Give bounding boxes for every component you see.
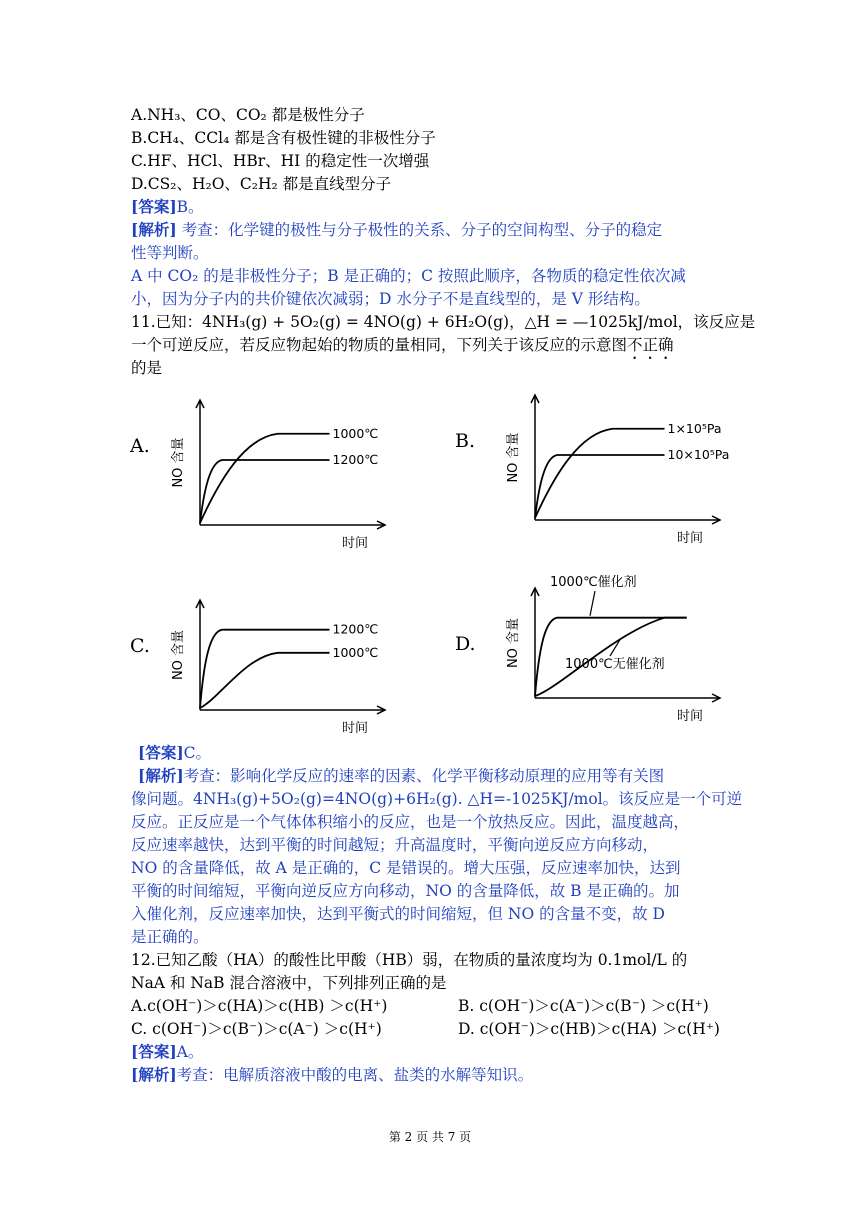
answer-tag: [答案] — [138, 743, 184, 762]
x-axis-label: 时间 — [341, 536, 369, 551]
series-label: 1000℃无催化剂 — [565, 657, 665, 672]
analysis-11-line-4: 反应速率越快，达到平衡的时间越短；升高温度时，平衡向逆反应方向移动， — [131, 836, 659, 854]
series-line — [535, 455, 665, 518]
question-11-line-2 — [131, 334, 674, 363]
option-12-a: A.c(OH⁻)＞c(HA)＞c(HB) ＞c(H⁺) — [131, 997, 388, 1015]
emphasized-not-correct: 不正确 — [627, 336, 674, 354]
option-10-b: B.CH₄、CCl₄ 都是含有极性键的非极性分子 — [131, 129, 436, 147]
pointer-line — [590, 591, 595, 616]
answer-value: C。 — [183, 744, 212, 762]
analysis-text: 考查：影响化学反应的速率的因素、化学平衡移动原理的应用等有关图 — [183, 767, 665, 785]
y-axis-label: NO 含量 — [171, 629, 186, 681]
series-label: 1×10⁵Pa — [667, 420, 722, 436]
series-label: 10×10⁵Pa — [667, 447, 730, 462]
question-11-line-1: 11.已知：4NH₃(g) + 5O₂(g) = 4NO(g) + 6H₂O(g)，△H = —1025kJ/mol，该反应是 — [131, 313, 756, 331]
analysis-10-line-2: 性等判断。 — [131, 244, 209, 262]
answer-tag: [答案] — [131, 197, 177, 216]
analysis-11-line-7: 入催化剂，反应速率加快，达到平衡式的时间缩短，但 NO 的含量不变，故 D — [131, 905, 665, 923]
analysis-10-line-3: A 中 CO₂ 的是非极性分子；B 是正确的；C 按照此顺序，各物质的稳定性依次减 — [131, 267, 686, 285]
analysis-11-line-5: NO 的含量降低，故 A 是正确的，C 是错误的。增大压强，反应速率加快，达到 — [131, 859, 681, 877]
option-10-c: C.HF、HCl、HBr、HI 的稳定性一次增强 — [131, 152, 430, 170]
chart-svg — [130, 390, 430, 555]
option-10-d: D.CS₂、H₂O、C₂H₂ 都是直线型分子 — [131, 175, 392, 193]
y-axis-label: NO 含量 — [506, 617, 521, 669]
analysis-11-line-2: 像问题。4NH₃(g)+5O₂(g)=4NO(g)+6H₂(g). △H=-1025KJ/mol。该反应是一个可逆 — [131, 790, 743, 808]
question-11-line-3: 的是 — [131, 359, 163, 377]
answer-tag: [答案] — [131, 1042, 177, 1061]
analysis-11-line-3: 反应。正反应是一个气体体积缩小的反应，也是一个放热反应。因此，温度越高， — [131, 813, 690, 831]
panel-letter: D. — [455, 633, 476, 655]
panel-letter: A. — [130, 435, 150, 457]
answer-value: A。 — [176, 1043, 204, 1061]
y-axis-label: NO 含量 — [171, 437, 186, 488]
series-line — [535, 429, 665, 518]
option-10-a: A.NH₃、CO、CO₂ 都是极性分子 — [131, 106, 365, 124]
option-12-d: D. c(OH⁻)＞c(HB)＞c(HA) ＞c(H⁺) — [458, 1020, 720, 1038]
analysis-text: 考查：电解质溶液中酸的电离、盐类的水解等知识。 — [176, 1066, 534, 1084]
answer-10 — [131, 196, 204, 218]
analysis-text: 考查：化学键的极性与分子极性的关系、分子的空间构型、分子的稳定 — [176, 221, 663, 239]
answer-11 — [138, 742, 211, 764]
panel-letter: C. — [130, 635, 150, 657]
question-11-text: 一个可逆反应，若反应物起始的物质的量相同，下列关于该反应的示意图 — [131, 336, 628, 354]
y-axis-label: NO 含量 — [506, 432, 521, 483]
chart-svg — [130, 590, 430, 755]
option-12-b: B. c(OH⁻)＞c(A⁻)＞c(B⁻) ＞c(H⁺) — [458, 997, 709, 1015]
analysis-11-line-8: 是正确的。 — [131, 928, 209, 946]
question-12-line-2: NaA 和 NaB 混合溶液中，下列排列正确的是 — [131, 974, 447, 992]
series-line — [200, 434, 330, 523]
analysis-10-line-4: 小，因为分子内的共价键依次减弱；D 水分子不是直线型的，是 V 形结构。 — [131, 290, 650, 308]
analysis-tag: [解析] — [131, 1065, 177, 1084]
question-12-line-1: 12.已知乙酸（HA）的酸性比甲酸（HB）弱，在物质的量浓度均为 0.1mol/L 的 — [131, 951, 688, 969]
series-label: 1200℃ — [332, 621, 379, 637]
answer-value: B。 — [176, 198, 204, 216]
analysis-11-line-6: 平衡的时间缩短，平衡向逆反应方向移动，NO 的含量降低，故 B 是正确的。加 — [131, 882, 680, 900]
series-line — [200, 460, 330, 523]
series-label: 1000℃ — [332, 644, 379, 660]
chart-panel-b — [455, 385, 755, 554]
x-axis-label: 时间 — [341, 721, 369, 736]
analysis-12 — [131, 1064, 533, 1086]
chart-panel-a — [130, 390, 430, 559]
x-axis-label: 时间 — [676, 531, 704, 546]
x-axis-label: 时间 — [676, 709, 704, 724]
series-label: 1000℃ — [332, 425, 379, 441]
analysis-10-line-1 — [131, 219, 662, 241]
option-12-c: C. c(OH⁻)＞c(B⁻)＞c(A⁻) ＞c(H⁺) — [131, 1020, 382, 1038]
series-line — [200, 653, 330, 708]
answer-12 — [131, 1041, 203, 1063]
series-label: 1200℃ — [332, 452, 379, 467]
series-label: 1000℃催化剂 — [550, 575, 637, 590]
analysis-11-line-1 — [138, 765, 664, 787]
panel-letter: B. — [455, 430, 476, 452]
chart-panel-d — [455, 575, 755, 747]
analysis-tag: [解析] — [131, 220, 177, 239]
chart-svg — [455, 385, 755, 550]
page-footer: 第 2 页 共 7 页 — [388, 1130, 472, 1144]
series-line — [200, 630, 330, 708]
chart-panel-c — [130, 590, 430, 759]
chart-svg — [455, 575, 755, 743]
analysis-tag: [解析] — [138, 766, 184, 785]
